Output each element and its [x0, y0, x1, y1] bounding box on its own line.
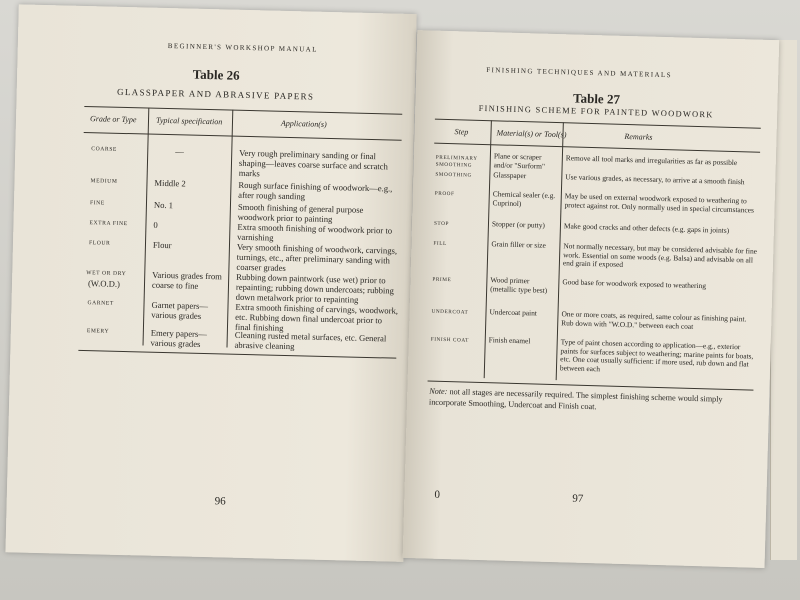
col-header-grade: Grade or Type — [89, 114, 137, 125]
grade-label: MEDIUM — [90, 178, 118, 185]
application-cell: Rubbing down paintwork (use wet) prior to repainting; rubbing down undercoats; rubbing down metalwork prior to repainting — [235, 271, 395, 305]
spec-cell: Garnet papers—various grades — [151, 299, 209, 321]
grade-label-abbrev: (W.O.D.) — [87, 278, 121, 289]
application-cell: Very rough preliminary sanding or final shaping—leaves coarse surface and scratch marks — [238, 147, 388, 179]
col-header-remarks: Remarks — [624, 131, 653, 142]
step-label: FINISH COAT — [430, 336, 469, 344]
col-header-step: Step — [454, 127, 469, 137]
spec-cell: Various grades from coarse to fine — [151, 269, 223, 291]
col-header-application: Application(s) — [280, 118, 327, 129]
application-cell: Cleaning rusted metal surfaces, etc. General abrasive cleaning — [234, 329, 387, 352]
running-head-right: FINISHING TECHNIQUES AND MATERIALS — [486, 66, 673, 80]
application-cell: Very smooth finishing of woodwork, carvings, turnings, etc., after preliminary sanding with coarser grades — [236, 241, 398, 273]
note-label: Note: — [429, 386, 448, 397]
remarks-cell: Good base for woodwork exposed to weathering — [562, 277, 707, 291]
application-cell: Smooth finishing of general purpose woodwork prior to painting — [237, 201, 364, 225]
step-label: SMOOTHING — [435, 171, 472, 179]
column-divider — [143, 108, 150, 346]
table-header-rule — [84, 132, 402, 141]
step-label: PROOF — [434, 190, 455, 198]
column-divider — [226, 110, 233, 348]
material-cell: Undercoat paint — [489, 307, 538, 318]
table-header-rule — [434, 143, 760, 153]
grade-label: COARSE — [91, 146, 118, 153]
remarks-cell: Use various grades, as necessary, to arrive at a smooth finish — [565, 172, 745, 187]
remarks-cell: Make good cracks and other defects (e.g. gaps in joints) — [563, 221, 730, 235]
table-top-rule — [84, 106, 402, 115]
grade-label: WET OR DRY — [86, 270, 127, 278]
col-header-material: Material(s) or Tool(s) — [496, 128, 567, 140]
spec-cell: Emery papers—various grades — [150, 327, 208, 349]
margin-mark: 0 — [434, 488, 441, 501]
material-cell: Stopper (or putty) — [491, 219, 546, 230]
material-cell: Plane or scraper and/or "Surform" — [493, 151, 546, 171]
page-number-left: 96 — [214, 495, 226, 508]
material-cell: Finish enamel — [488, 335, 531, 346]
page-number-right: 97 — [572, 492, 584, 505]
step-label: PRELIMINARY SMOOTHING — [435, 154, 478, 169]
spec-cell: — — [175, 146, 184, 157]
material-cell: Wood primer (metallic type best) — [490, 275, 548, 295]
step-label: STOP — [433, 220, 450, 228]
table-27-title: Table 27 — [572, 90, 621, 107]
application-cell: Rough surface finishing of woodwork—e.g., after rough sanding — [238, 179, 393, 202]
table-26-title: Table 26 — [192, 66, 240, 83]
application-cell: Extra smooth finishing of carvings, woodwork, etc. Rubbing down final undercoat prior to final finishing — [234, 301, 399, 333]
spec-cell: Middle 2 — [154, 177, 186, 189]
col-header-spec: Typical specification — [155, 115, 223, 127]
grade-label: FLOUR — [88, 240, 111, 247]
application-cell: Extra smooth finishing of woodwork prior to varnishing — [237, 221, 393, 243]
material-cell: Glasspaper — [493, 170, 527, 181]
remarks-cell: Not normally necessary, but may be considered advisable for fine work. Essential on some woods (e.g. Balsa) and advisable on all end grain if exposed — [562, 241, 758, 270]
grade-label: EMERY — [86, 328, 110, 335]
running-head-left: BEGINNER'S WORKSHOP MANUAL — [167, 42, 318, 54]
table-26-subtitle: GLASSPAPER AND ABRASIVE PAPERS — [117, 86, 315, 102]
remarks-cell: Type of paint chosen according to application—e.g., exterior paints for surfaces subject to weathering; marine paints for boats, etc. One coat usually sufficient: if more used, rub down and flat between each — [559, 337, 754, 374]
step-label: FILL — [433, 240, 447, 248]
table-note — [429, 387, 753, 417]
remarks-cell: May be used on external woodwork exposed to weathering to protect against rot. Only normally used in special circumstances — [564, 191, 755, 215]
table-27-subtitle: FINISHING SCHEME FOR PAINTED WOODWORK — [478, 103, 714, 120]
grade-label: FINE — [89, 200, 105, 207]
step-label: PRIME — [432, 276, 452, 284]
spec-cell: Flour — [152, 239, 172, 251]
step-label: UNDERCOAT — [431, 308, 469, 316]
right-page — [403, 30, 780, 568]
left-page — [5, 4, 416, 562]
spec-cell: No. 1 — [153, 199, 174, 211]
table-top-rule — [435, 119, 761, 129]
remarks-cell: One or more coats, as required, same colour as finishing paint. Rub down with "W.O.D." between each coat — [561, 309, 747, 331]
note-text: not all stages are necessarily required. The simplest finishing scheme would simply incorporate Smoothing, Undercoat and Finish coat. — [428, 387, 723, 411]
spec-cell: 0 — [153, 219, 158, 230]
grade-label: EXTRA FINE — [89, 220, 128, 228]
material-cell: Grain filler or size — [491, 239, 546, 250]
material-cell: Chemical sealer (e.g. Cuprinol) — [492, 189, 556, 208]
grade-label: GARNET — [87, 300, 114, 307]
remarks-cell: Remove all tool marks and irregularities as far as possible — [565, 153, 738, 168]
